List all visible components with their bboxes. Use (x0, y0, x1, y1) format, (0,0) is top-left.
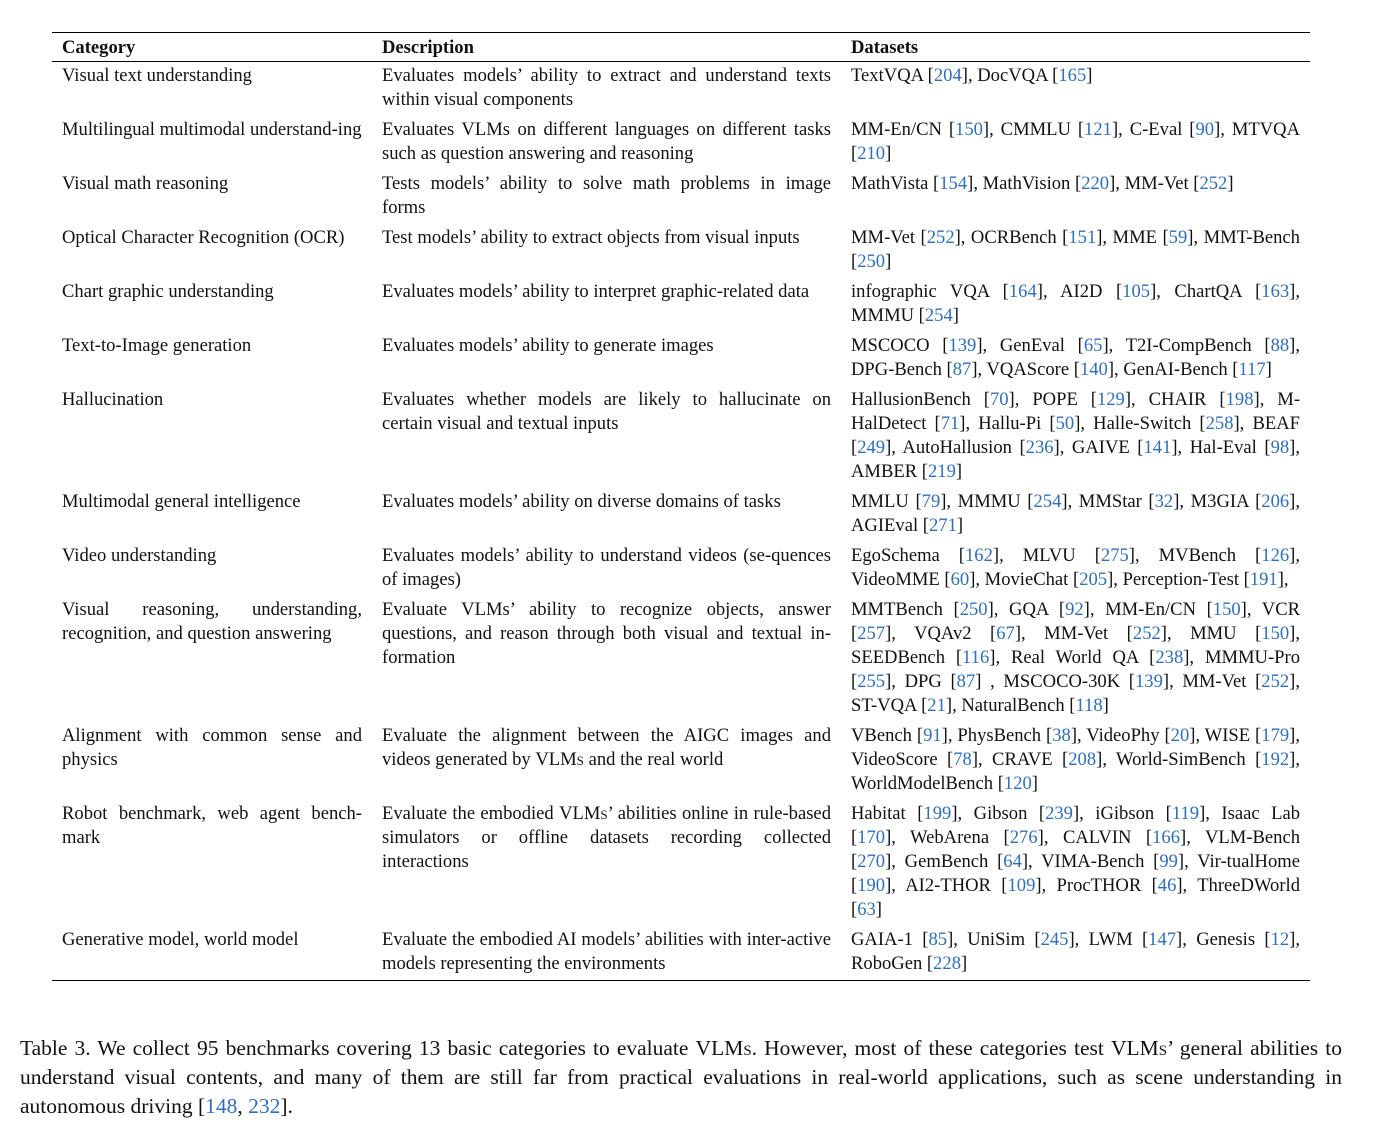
category-cell: Visual math reasoning (62, 173, 229, 194)
header-datasets: Datasets (851, 37, 919, 58)
datasets-cell: MathVista [154], MathVision [220], MM-Vet [252] (851, 173, 1234, 194)
table-row (52, 224, 1310, 278)
category-cell: Text-to-Image generation (62, 335, 252, 356)
description-cell: Tests models’ ability to solve math problems in image forms (382, 173, 831, 218)
header-row (52, 33, 1310, 62)
table-row (52, 386, 1310, 488)
table-row (52, 116, 1310, 170)
description-cell: Evaluate the alignment between the AIGC images and videos generated by VLMs and the real world (382, 725, 831, 770)
category-cell: Optical Character Recognition (OCR) (62, 227, 345, 248)
table-row (52, 332, 1310, 386)
datasets-cell: MMTBench [250], GQA [92], MM-En/CN [150], VCR [257], VQAv2 [67], MM-Vet [252], MMU [150], SEEDBench [116], Real World QA [238], MMMU-Pro [255], DPG [87] , MSCOCO-30K [139], MM-Vet [252], ST-VQA [21], NaturalBench [118] (851, 599, 1300, 716)
datasets-cell: MM-Vet [252], OCRBench [151], MME [59], MMT-Bench [250] (851, 227, 1300, 272)
category-cell: Chart graphic understanding (62, 281, 274, 302)
description-cell: Evaluates models’ ability to interpret graphic-related data (382, 281, 810, 302)
category-cell: Visual text understanding (62, 65, 252, 86)
datasets-cell: VBench [91], PhysBench [38], VideoPhy [20], WISE [179], VideoScore [78], CRAVE [208], World-SimBench [192], WorldModelBench [120] (851, 725, 1301, 794)
table-row (52, 542, 1310, 596)
datasets-cell: GAIA-1 [85], UniSim [245], LWM [147], Genesis [12], RoboGen [228] (851, 929, 1300, 974)
datasets-cell: infographic VQA [164], AI2D [105], ChartQA [163], MMMU [254] (851, 281, 1301, 326)
description-cell: Evaluates models’ ability to generate images (382, 335, 714, 356)
datasets-cell: MM-En/CN [150], CMMLU [121], C-Eval [90], MTVQA [210] (851, 119, 1301, 164)
header-description: Description (382, 37, 474, 58)
description-cell: Evaluate the embodied VLMs’ abilities online in rule-based simulators or offline datasets recording collected interactions (382, 803, 831, 872)
description-cell: Evaluate VLMs’ ability to recognize objects, answer questions, and reason through both visual and textual in-formation (382, 599, 831, 668)
category-cell: Visual reasoning, understanding, recognition, and question answering (62, 599, 362, 644)
category-cell: Video understanding (62, 545, 217, 566)
category-cell: Generative model, world model (62, 929, 299, 950)
datasets-cell: TextVQA [204], DocVQA [165] (851, 65, 1093, 86)
category-cell: Robot benchmark, web agent bench-mark (62, 803, 362, 848)
description-cell: Evaluates models’ ability to extract and understand texts within visual components (382, 65, 831, 110)
table-row (52, 596, 1310, 722)
description-cell: Evaluates models’ ability on diverse domains of tasks (382, 491, 781, 512)
datasets-cell: MMLU [79], MMMU [254], MMStar [32], M3GIA [206], AGIEval [271] (851, 491, 1300, 536)
table-row (52, 926, 1310, 981)
table-body (52, 62, 1310, 981)
description-cell: Evaluates VLMs on different languages on different tasks such as question answering and reasoning (382, 119, 831, 164)
table-row (52, 488, 1310, 542)
datasets-cell: HallusionBench [70], POPE [129], CHAIR [198], M-HalDetect [71], Hallu-Pi [50], Halle-Switch [258], BEAF [249], AutoHallusion [236], GAIVE [141], Hal-Eval [98], AMBER [219] (851, 389, 1301, 482)
datasets-cell: EgoSchema [162], MLVU [275], MVBench [126], VideoMME [60], MovieChat [205], Perception-Test [191], (851, 545, 1300, 590)
category-cell: Alignment with common sense and physics (62, 725, 362, 770)
header-category: Category (62, 37, 136, 58)
table-row (52, 278, 1310, 332)
table-row (52, 722, 1310, 800)
benchmark-table (52, 32, 1310, 981)
table-caption: Table 3. We collect 95 benchmarks covering 13 basic categories to evaluate VLMs. However, most of these categories test VLMs’ general abilities to understand visual contents, and many of them are still far from practical evaluations in real-world applications, such as scene understanding in autonomous driving [148, 232]. (20, 1036, 1342, 1118)
category-cell: Multilingual multimodal understand-ing (62, 119, 362, 140)
description-cell: Evaluates models’ ability to understand videos (se-quences of images) (382, 545, 831, 590)
description-cell: Evaluate the embodied AI models’ abilities with inter-active models representing the environments (382, 929, 831, 974)
category-cell: Multimodal general intelligence (62, 491, 301, 512)
table-row (52, 62, 1310, 117)
description-cell: Test models’ ability to extract objects from visual inputs (382, 227, 800, 248)
category-cell: Hallucination (62, 389, 164, 410)
description-cell: Evaluates whether models are likely to hallucinate on certain visual and textual inputs (382, 389, 831, 434)
table-row (52, 800, 1310, 926)
datasets-cell: MSCOCO [139], GenEval [65], T2I-CompBench [88], DPG-Bench [87], VQAScore [140], GenAI-Bench [117] (851, 335, 1300, 380)
table-row (52, 170, 1310, 224)
datasets-cell: Habitat [199], Gibson [239], iGibson [119], Isaac Lab [170], WebArena [276], CALVIN [166], VLM-Bench [270], GemBench [64], VIMA-Bench [99], Vir-tualHome [190], AI2-THOR [109], ProcTHOR [46], ThreeDWorld [63] (851, 803, 1301, 920)
